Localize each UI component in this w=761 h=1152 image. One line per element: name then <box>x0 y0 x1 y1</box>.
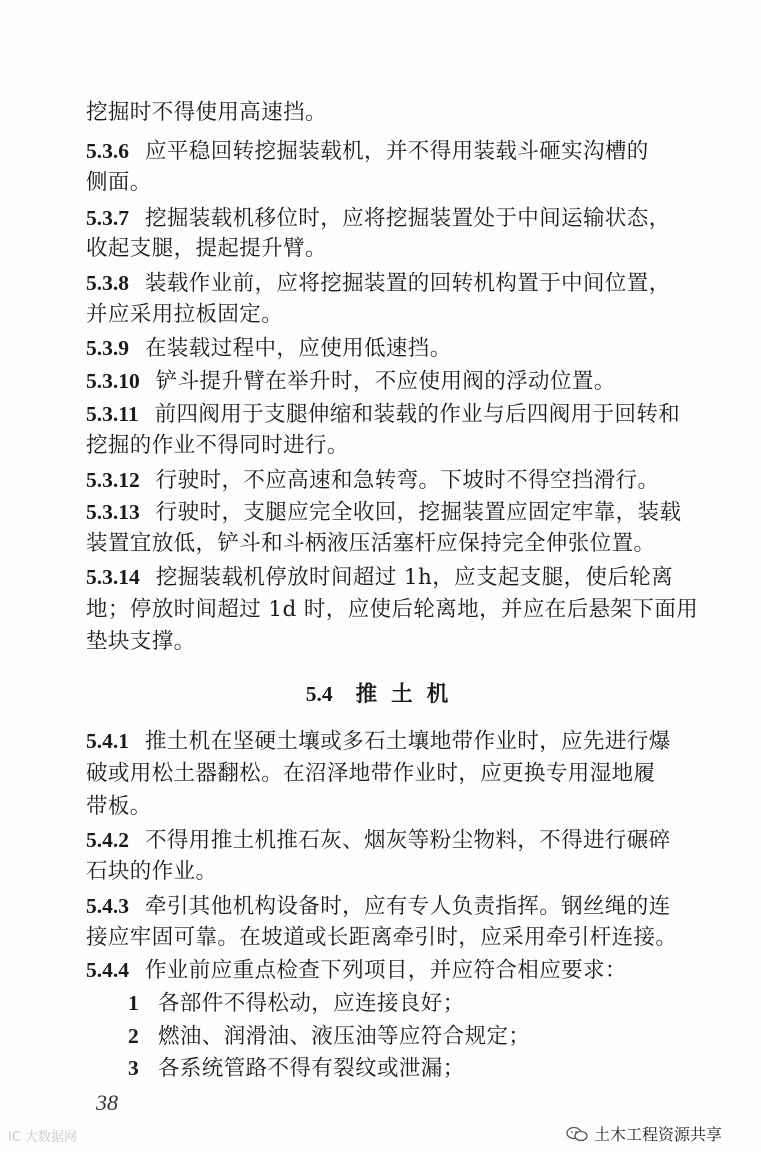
page-number: 38 <box>96 1090 118 1115</box>
text-line: 地；停放时间超过 1d 时，应使后轮离地，并应在后悬架下面用 <box>86 597 699 622</box>
text-line: 破或用松土器翻松。在沼泽地带作业时，应更换专用湿地履 <box>86 761 656 786</box>
clause-5-3-13: 5.3.13 行驶时，支腿应完全收回，挖掘装置应固定牢靠，装载 <box>86 500 682 525</box>
text-line: 挖掘的作业不得同时进行。 <box>86 433 349 458</box>
clause-5-4-1: 5.4.1 推土机在坚硬土壤或多石土壤地带作业时，应先进行爆 <box>86 729 671 754</box>
list-item: 1 各部件不得松动，应连接良好； <box>128 991 465 1016</box>
clause-5-4-3: 5.4.3 牵引其他机构设备时，应有专人负责指挥。钢丝绳的连 <box>86 894 671 919</box>
text-line: 收起支腿，提起提升臂。 <box>86 236 327 261</box>
clause-5-3-6: 5.3.6 应平稳回转挖掘装载机，并不得用装载斗砸实沟槽的 <box>86 139 649 164</box>
text-line: 挖掘时不得使用高速挡。 <box>86 100 327 125</box>
text-line: 带板。 <box>86 794 152 819</box>
watermark-left: IC 大数据网 <box>8 1130 78 1145</box>
clause-5-3-7: 5.3.7 挖掘装载机移位时，应将挖掘装置处于中间运输状态， <box>86 206 671 231</box>
text-line: 接应牢固可靠。在坡道或长距离牵引时，应采用牵引杆连接。 <box>86 925 678 950</box>
text-line: 装置宜放低，铲斗和斗柄液压活塞杆应保持完全伸张位置。 <box>86 531 656 556</box>
text-line: 石块的作业。 <box>86 859 218 884</box>
clause-5-3-14: 5.3.14 挖掘装载机停放时间超过 1h，应支起支腿，使后轮离 <box>86 565 674 590</box>
list-item: 2 燃油、润滑油、液压油等应符合规定； <box>128 1024 531 1049</box>
clause-5-3-12: 5.3.12 行驶时，不应高速和急转弯。下坡时不得空挡滑行。 <box>86 468 660 493</box>
clause-5-4-2: 5.4.2 不得用推土机推石灰、烟灰等粉尘物料，不得进行碾碎 <box>86 828 671 853</box>
clause-5-3-8: 5.3.8 装载作业前，应将挖掘装置的回转机构置于中间位置， <box>86 271 671 296</box>
clause-5-3-11: 5.3.11 前四阀用于支腿伸缩和装载的作业与后四阀用于回转和 <box>86 402 681 427</box>
clause-5-4-4: 5.4.4 作业前应重点检查下列项目，并应符合相应要求： <box>86 958 627 983</box>
wechat-icon <box>566 1126 588 1142</box>
text-line: 垫块支撑。 <box>86 629 196 654</box>
text-line: 并应采用拉板固定。 <box>86 302 284 327</box>
list-item: 3 各系统管路不得有裂纹或泄漏； <box>128 1056 465 1081</box>
section-heading: 5.4 推 土 机 <box>305 682 449 707</box>
clause-5-3-9: 5.3.9 在装载过程中，应使用低速挡。 <box>86 336 452 361</box>
watermark-account <box>566 1122 722 1145</box>
clause-5-3-10: 5.3.10 铲斗提升臂在举升时，不应使用阀的浮动位置。 <box>86 369 616 394</box>
text-line: 侧面。 <box>86 170 152 195</box>
watermark-text: 土木工程资源共享 <box>594 1125 723 1144</box>
